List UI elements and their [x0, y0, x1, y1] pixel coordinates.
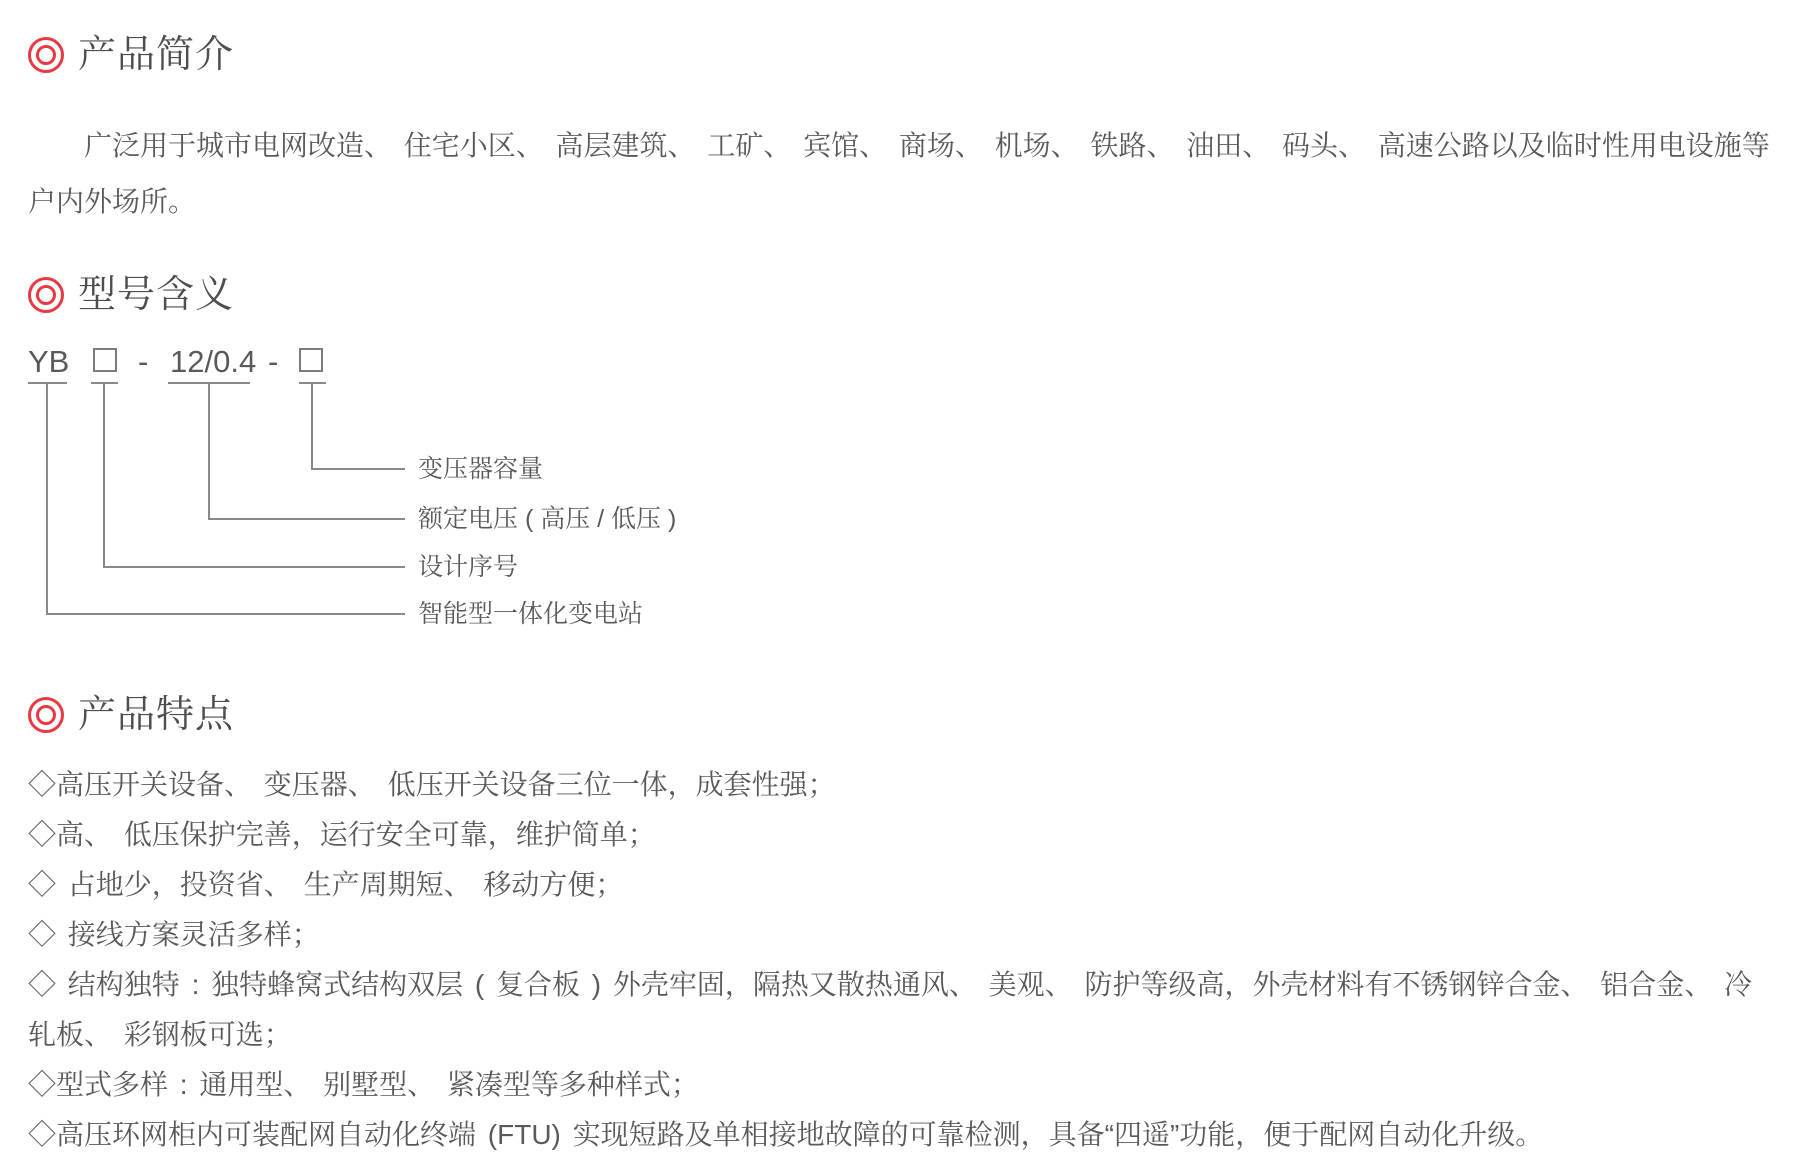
- model-dash: -: [268, 344, 279, 379]
- diagram-hline: [46, 613, 405, 615]
- intro-paragraph: 广泛用于城市电网改造、 住宅小区、 高层建筑、 工矿、 宾馆、 商场、 机场、 铁路、 油田、 码头、 高速公路以及临时性用电设施等户内外场所。: [28, 130, 1770, 217]
- feature-item: [28, 910, 1772, 960]
- feature-text: 高压开关设备、 变压器、 低压开关设备三位一体，成套性强；: [56, 769, 836, 800]
- diamond-bullet-icon: ◇: [28, 1119, 57, 1150]
- diamond-bullet-icon: ◇: [28, 869, 57, 900]
- feature-list: [28, 760, 1772, 1160]
- double-circle-icon: [28, 697, 64, 733]
- diagram-label-voltage: 额定电压 ( 高压 / 低压 ): [418, 505, 677, 533]
- feature-item: [28, 810, 1772, 860]
- section-title: 产品简介: [78, 34, 235, 76]
- diamond-bullet-icon: ◇: [28, 969, 57, 1000]
- diagram-hline: [311, 468, 405, 470]
- feature-text: 型式多样 : 通用型、 别墅型、 紧凑型等多种样式；: [56, 1069, 699, 1100]
- diagram-label-capacity: 变压器容量: [418, 455, 544, 483]
- section-heading-features: [28, 692, 234, 738]
- feature-item: [28, 960, 1772, 1060]
- model-prefix: YB: [28, 344, 70, 379]
- feature-text: 高、 低压保护完善，运行安全可靠，维护简单；: [56, 819, 656, 850]
- section-heading-model: [28, 272, 234, 318]
- double-circle-icon: [28, 277, 64, 313]
- placeholder-box: [299, 348, 323, 372]
- diagram-label-series: 设计序号: [418, 553, 519, 581]
- feature-text: 结构独特 : 独特蜂窝式结构双层 ( 复合板 ) 外壳牢固，隔热又散热通风、 美观、 防护等级高，外壳材料有不锈钢锌合金、 铝合金、 冷轧板、 彩钢板可选；: [28, 969, 1753, 1050]
- feature-item: [28, 1110, 1772, 1160]
- feature-text: 占地少，投资省、 生产周期短、 移动方便；: [56, 869, 624, 900]
- placeholder-box: [93, 348, 117, 372]
- feature-item: [28, 860, 1772, 910]
- diamond-bullet-icon: ◇: [28, 769, 57, 800]
- double-circle-icon: [28, 37, 64, 73]
- diagram-vline: [311, 382, 313, 470]
- diagram-label-station: 智能型一体化变电站: [418, 600, 644, 628]
- section-heading-intro: [28, 32, 234, 78]
- diagram-vline: [208, 382, 210, 520]
- diagram-hline: [103, 566, 405, 568]
- model-voltage: 12/0.4: [170, 344, 257, 379]
- diamond-bullet-icon: ◇: [28, 819, 57, 850]
- diagram-hline: [208, 518, 405, 520]
- section-title: 型号含义: [78, 274, 235, 316]
- diamond-bullet-icon: ◇: [28, 1069, 57, 1100]
- feature-item: [28, 1060, 1772, 1110]
- feature-text: 高压环网柜内可装配网自动化终端 (FTU) 实现短路及单相接地故障的可靠检测，具备“四遥”功能，便于配网自动化升级。: [56, 1119, 1544, 1150]
- model-dash: -: [138, 344, 149, 379]
- section-title: 产品特点: [78, 694, 235, 736]
- diagram-vline: [46, 382, 48, 615]
- feature-item: [28, 760, 1772, 810]
- diagram-vline: [103, 382, 105, 568]
- diamond-bullet-icon: ◇: [28, 919, 57, 950]
- feature-text: 接线方案灵活多样；: [56, 919, 320, 950]
